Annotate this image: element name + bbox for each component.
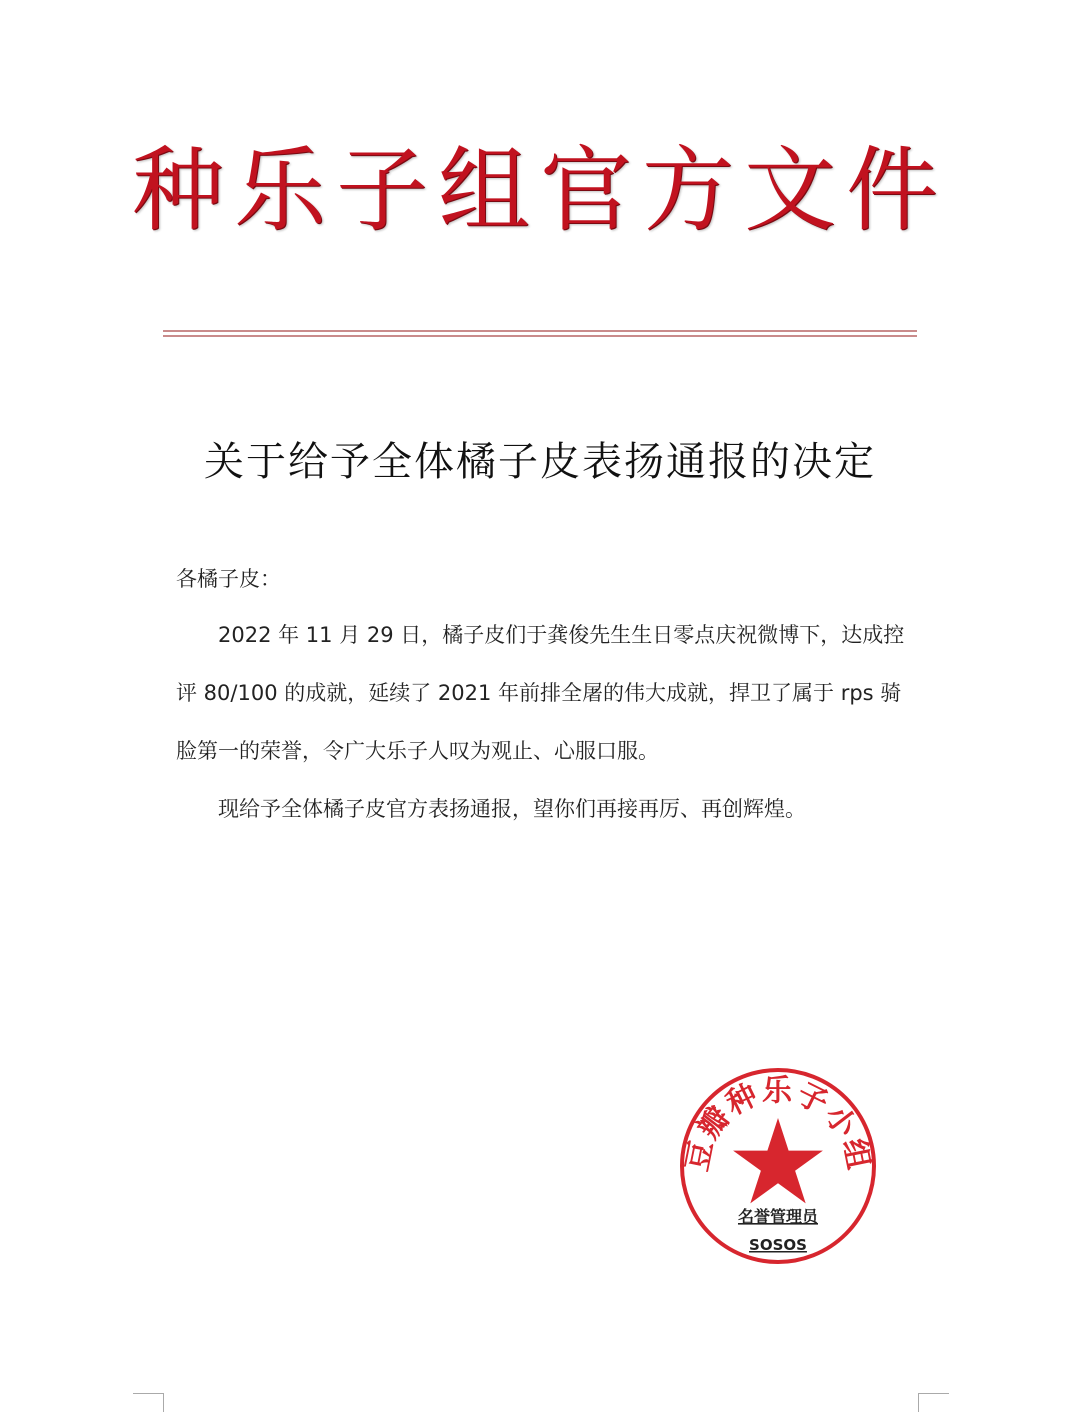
official-seal <box>678 1066 878 1266</box>
document-title: 关于给予全体橘子皮表扬通报的决定 <box>204 439 876 485</box>
salutation: 各橘子皮： <box>176 567 281 591</box>
header-divider-top <box>163 330 917 332</box>
seal-ring-text: 豆瓣种乐子小组 <box>679 1073 877 1175</box>
document-header-title: 种乐子组官方文件 <box>131 137 948 244</box>
header-divider-bottom <box>163 335 917 337</box>
page-corner-mark-left <box>133 1393 164 1412</box>
paragraph-2: 现给予全体橘子皮官方表扬通报，望你们再接再厉、再创辉煌。 <box>218 797 806 821</box>
paragraph-1: 2022 年 11 月 29 日，橘子皮们于龚俊先生生日零点庆祝微博下，达成控评 80/100 的成就，延续了 2021 年前排全屠的伟大成就，捍卫了属于 rps 骑脸第一的荣誉，令广大乐子人叹为观止、心服口服。 <box>176 623 905 763</box>
seal-name: SOSOS <box>749 1236 807 1254</box>
page-corner-mark-right <box>918 1393 949 1412</box>
seal-role: 名誉管理员 <box>737 1207 819 1226</box>
star-icon <box>733 1118 823 1203</box>
